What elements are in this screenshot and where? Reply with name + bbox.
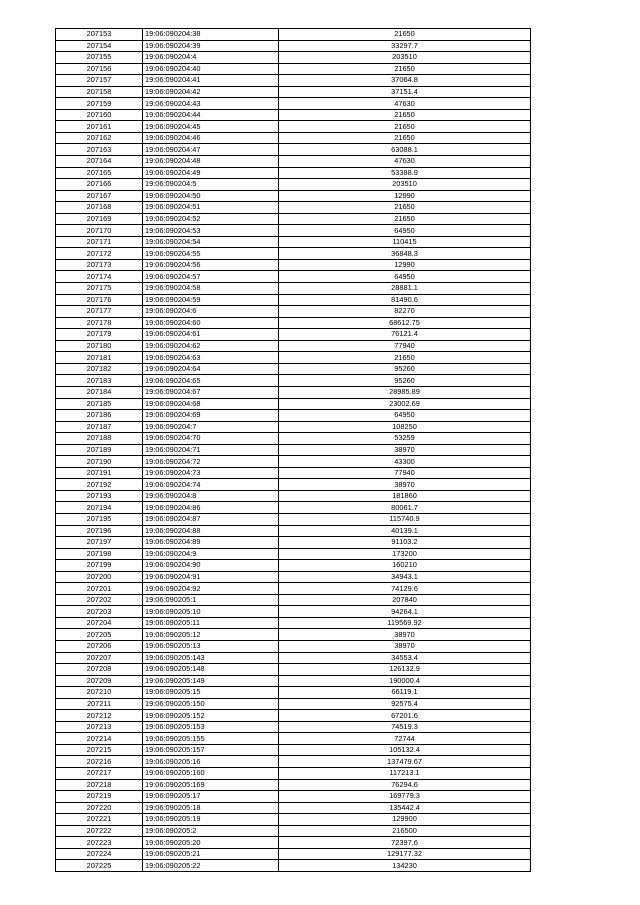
value-cell: 12990 [279, 259, 531, 271]
table-row [56, 75, 531, 87]
cadastral-number-cell: 19:06:090204:48 [143, 156, 279, 168]
cadastral-number-cell: 19:06:090205:11 [143, 617, 279, 629]
row-number-cell: 207214 [56, 733, 143, 745]
table-row [56, 860, 531, 872]
cadastral-number-cell: 19:06:090205:155 [143, 733, 279, 745]
cadastral-number-cell: 19:06:090205:153 [143, 721, 279, 733]
table-row [56, 225, 531, 237]
cadastral-number-cell: 19:06:090204:74 [143, 479, 279, 491]
cadastral-number-cell: 19:06:090204:69 [143, 410, 279, 422]
cadastral-number-cell: 19:06:090204:53 [143, 225, 279, 237]
row-number-cell: 207163 [56, 144, 143, 156]
value-cell: 38970 [279, 629, 531, 641]
row-number-cell: 207206 [56, 640, 143, 652]
cadastral-number-cell: 19:06:090205:143 [143, 652, 279, 664]
value-cell: 40139.1 [279, 525, 531, 537]
value-cell: 21650 [279, 109, 531, 121]
table-row [56, 109, 531, 121]
table-row [56, 768, 531, 780]
cadastral-number-cell: 19:06:090204:87 [143, 513, 279, 525]
value-cell: 82270 [279, 306, 531, 318]
table-row [56, 86, 531, 98]
cadastral-number-cell: 19:06:090204:42 [143, 86, 279, 98]
row-number-cell: 207157 [56, 75, 143, 87]
table-row [56, 375, 531, 387]
table-row [56, 202, 531, 214]
row-number-cell: 207162 [56, 132, 143, 144]
value-cell: 34943.1 [279, 571, 531, 583]
row-number-cell: 207217 [56, 768, 143, 780]
value-cell: 77940 [279, 467, 531, 479]
table-row [56, 479, 531, 491]
row-number-cell: 207176 [56, 294, 143, 306]
cadastral-number-cell: 19:06:090204:90 [143, 560, 279, 572]
row-number-cell: 207171 [56, 236, 143, 248]
table-row [56, 329, 531, 341]
cadastral-number-cell: 19:06:090204:72 [143, 456, 279, 468]
table-row [56, 144, 531, 156]
value-cell: 34553.4 [279, 652, 531, 664]
value-cell: 216500 [279, 825, 531, 837]
table-row [56, 456, 531, 468]
cadastral-number-cell: 19:06:090204:73 [143, 467, 279, 479]
cadastral-number-cell: 19:06:090204:63 [143, 352, 279, 364]
row-number-cell: 207166 [56, 179, 143, 191]
table-row [56, 317, 531, 329]
row-number-cell: 207177 [56, 306, 143, 318]
value-cell: 64950 [279, 410, 531, 422]
table-row [56, 410, 531, 422]
cadastral-number-cell: 19:06:090205:160 [143, 768, 279, 780]
cadastral-number-cell: 19:06:090205:150 [143, 698, 279, 710]
cadastral-number-cell: 19:06:090204:59 [143, 294, 279, 306]
row-number-cell: 207225 [56, 860, 143, 872]
value-cell: 21650 [279, 121, 531, 133]
row-number-cell: 207201 [56, 583, 143, 595]
table-row [56, 121, 531, 133]
value-cell: 43300 [279, 456, 531, 468]
row-number-cell: 207199 [56, 560, 143, 572]
cadastral-number-cell: 19:06:090204:43 [143, 98, 279, 110]
value-cell: 38970 [279, 444, 531, 456]
row-number-cell: 207183 [56, 375, 143, 387]
row-number-cell: 207169 [56, 213, 143, 225]
cadastral-number-cell: 19:06:090204:61 [143, 329, 279, 341]
table-row [56, 421, 531, 433]
row-number-cell: 207207 [56, 652, 143, 664]
value-cell: 160210 [279, 560, 531, 572]
row-number-cell: 207213 [56, 721, 143, 733]
value-cell: 203510 [279, 52, 531, 64]
value-cell: 47630 [279, 98, 531, 110]
row-number-cell: 207167 [56, 190, 143, 202]
row-number-cell: 207185 [56, 398, 143, 410]
row-number-cell: 207187 [56, 421, 143, 433]
value-cell: 72397.6 [279, 837, 531, 849]
row-number-cell: 207184 [56, 386, 143, 398]
cadastral-number-cell: 19:06:090204:89 [143, 537, 279, 549]
value-cell: 129177.32 [279, 848, 531, 860]
table-row [56, 756, 531, 768]
cadastral-number-cell: 19:06:090205:2 [143, 825, 279, 837]
row-number-cell: 207195 [56, 513, 143, 525]
table-row [56, 213, 531, 225]
value-cell: 21650 [279, 202, 531, 214]
cadastral-number-cell: 19:06:090204:67 [143, 386, 279, 398]
cadastral-number-cell: 19:06:090204:8 [143, 490, 279, 502]
value-cell: 92575.4 [279, 698, 531, 710]
value-cell: 66119.1 [279, 687, 531, 699]
value-cell: 108250 [279, 421, 531, 433]
value-cell: 74129.6 [279, 583, 531, 595]
cadastral-number-cell: 19:06:090205:20 [143, 837, 279, 849]
table-row [56, 791, 531, 803]
row-number-cell: 207186 [56, 410, 143, 422]
row-number-cell: 207221 [56, 814, 143, 826]
row-number-cell: 207204 [56, 617, 143, 629]
table-row [56, 398, 531, 410]
value-cell: 21650 [279, 63, 531, 75]
table-row [56, 583, 531, 595]
row-number-cell: 207164 [56, 156, 143, 168]
row-number-cell: 207196 [56, 525, 143, 537]
value-cell: 36848.3 [279, 248, 531, 260]
table-row [56, 617, 531, 629]
table-row [56, 132, 531, 144]
value-cell: 76294.6 [279, 779, 531, 791]
cadastral-number-cell: 19:06:090204:62 [143, 340, 279, 352]
row-number-cell: 207175 [56, 283, 143, 295]
row-number-cell: 207211 [56, 698, 143, 710]
cadastral-number-cell: 19:06:090205:18 [143, 802, 279, 814]
row-number-cell: 207172 [56, 248, 143, 260]
table-row [56, 721, 531, 733]
table-row [56, 675, 531, 687]
table-row [56, 156, 531, 168]
table-row [56, 664, 531, 676]
row-number-cell: 207208 [56, 664, 143, 676]
value-cell: 203510 [279, 179, 531, 191]
value-cell: 68612.75 [279, 317, 531, 329]
row-number-cell: 207155 [56, 52, 143, 64]
value-cell: 134230 [279, 860, 531, 872]
value-cell: 47630 [279, 156, 531, 168]
row-number-cell: 207180 [56, 340, 143, 352]
cadastral-number-cell: 19:06:090205:152 [143, 710, 279, 722]
cadastral-number-cell: 19:06:090205:13 [143, 640, 279, 652]
row-number-cell: 207179 [56, 329, 143, 341]
value-cell: 135442.4 [279, 802, 531, 814]
value-cell: 12990 [279, 190, 531, 202]
row-number-cell: 207212 [56, 710, 143, 722]
table-row [56, 433, 531, 445]
table-row [56, 467, 531, 479]
table-row [56, 271, 531, 283]
value-cell: 181860 [279, 490, 531, 502]
row-number-cell: 207224 [56, 848, 143, 860]
value-cell: 37151.4 [279, 86, 531, 98]
value-cell: 21650 [279, 213, 531, 225]
table-row [56, 340, 531, 352]
table-row [56, 236, 531, 248]
value-cell: 137479.67 [279, 756, 531, 768]
cadastral-number-cell: 19:06:090204:64 [143, 363, 279, 375]
value-cell: 21650 [279, 352, 531, 364]
cadastral-number-cell: 19:06:090204:40 [143, 63, 279, 75]
table-row [56, 640, 531, 652]
table-row [56, 698, 531, 710]
value-cell: 37064.8 [279, 75, 531, 87]
cadastral-number-cell: 19:06:090204:9 [143, 548, 279, 560]
cadastral-number-cell: 19:06:090205:19 [143, 814, 279, 826]
cadastral-number-cell: 19:06:090205:1 [143, 594, 279, 606]
row-number-cell: 207222 [56, 825, 143, 837]
table-row [56, 594, 531, 606]
row-number-cell: 207181 [56, 352, 143, 364]
row-number-cell: 207182 [56, 363, 143, 375]
value-cell: 81490.6 [279, 294, 531, 306]
value-cell: 64950 [279, 225, 531, 237]
value-cell: 53259 [279, 433, 531, 445]
value-cell: 21650 [279, 132, 531, 144]
cadastral-number-cell: 19:06:090204:5 [143, 179, 279, 191]
cadastral-number-cell: 19:06:090205:17 [143, 791, 279, 803]
cadastral-number-cell: 19:06:090204:6 [143, 306, 279, 318]
value-cell: 21650 [279, 29, 531, 41]
value-cell: 190000.4 [279, 675, 531, 687]
row-number-cell: 207200 [56, 571, 143, 583]
cadastral-number-cell: 19:06:090204:47 [143, 144, 279, 156]
cadastral-number-cell: 19:06:090204:39 [143, 40, 279, 52]
table-row [56, 652, 531, 664]
cadastral-number-cell: 19:06:090204:45 [143, 121, 279, 133]
table-row [56, 63, 531, 75]
value-cell: 53388.9 [279, 167, 531, 179]
cadastral-number-cell: 19:06:090205:16 [143, 756, 279, 768]
value-cell: 95260 [279, 363, 531, 375]
row-number-cell: 207202 [56, 594, 143, 606]
value-cell: 117213.1 [279, 768, 531, 780]
value-cell: 28881.1 [279, 283, 531, 295]
table-row [56, 167, 531, 179]
value-cell: 72744 [279, 733, 531, 745]
value-cell: 173200 [279, 548, 531, 560]
table-row [56, 837, 531, 849]
cadastral-number-cell: 19:06:090205:149 [143, 675, 279, 687]
row-number-cell: 207153 [56, 29, 143, 41]
table-row [56, 294, 531, 306]
value-cell: 80061.7 [279, 502, 531, 514]
row-number-cell: 207205 [56, 629, 143, 641]
row-number-cell: 207193 [56, 490, 143, 502]
row-number-cell: 207198 [56, 548, 143, 560]
table-row [56, 490, 531, 502]
cadastral-number-cell: 19:06:090204:57 [143, 271, 279, 283]
value-cell: 95260 [279, 375, 531, 387]
table-row [56, 814, 531, 826]
table-row [56, 537, 531, 549]
value-cell: 64950 [279, 271, 531, 283]
table-row [56, 306, 531, 318]
value-cell: 38970 [279, 479, 531, 491]
value-cell: 76121.4 [279, 329, 531, 341]
cadastral-number-cell: 19:06:090204:71 [143, 444, 279, 456]
cadastral-number-cell: 19:06:090204:38 [143, 29, 279, 41]
table-row [56, 259, 531, 271]
cadastral-number-cell: 19:06:090204:88 [143, 525, 279, 537]
value-cell: 23002.69 [279, 398, 531, 410]
cadastral-number-cell: 19:06:090204:56 [143, 259, 279, 271]
table-row [56, 502, 531, 514]
cadastral-number-cell: 19:06:090204:44 [143, 109, 279, 121]
value-cell: 63088.1 [279, 144, 531, 156]
value-cell: 74519.3 [279, 721, 531, 733]
table-row [56, 744, 531, 756]
table-row [56, 513, 531, 525]
table-row [56, 190, 531, 202]
row-number-cell: 207160 [56, 109, 143, 121]
table-row [56, 98, 531, 110]
row-number-cell: 207197 [56, 537, 143, 549]
cadastral-number-cell: 19:06:090205:15 [143, 687, 279, 699]
row-number-cell: 207168 [56, 202, 143, 214]
table-row [56, 283, 531, 295]
table-row [56, 29, 531, 41]
row-number-cell: 207170 [56, 225, 143, 237]
table-row [56, 733, 531, 745]
cadastral-number-cell: 19:06:090204:70 [143, 433, 279, 445]
value-cell: 207840 [279, 594, 531, 606]
cadastral-number-cell: 19:06:090205:169 [143, 779, 279, 791]
row-number-cell: 207192 [56, 479, 143, 491]
cadastral-number-cell: 19:06:090204:58 [143, 283, 279, 295]
value-cell: 38970 [279, 640, 531, 652]
value-cell: 126132.9 [279, 664, 531, 676]
row-number-cell: 207220 [56, 802, 143, 814]
cadastral-number-cell: 19:06:090205:157 [143, 744, 279, 756]
table-row [56, 525, 531, 537]
value-cell: 67201.6 [279, 710, 531, 722]
cadastral-number-cell: 19:06:090204:46 [143, 132, 279, 144]
table-row [56, 710, 531, 722]
cadastral-number-cell: 19:06:090204:91 [143, 571, 279, 583]
cadastral-number-cell: 19:06:090204:60 [143, 317, 279, 329]
value-cell: 33297.7 [279, 40, 531, 52]
value-cell: 77940 [279, 340, 531, 352]
table-row [56, 848, 531, 860]
row-number-cell: 207190 [56, 456, 143, 468]
row-number-cell: 207159 [56, 98, 143, 110]
cadastral-number-cell: 19:06:090204:55 [143, 248, 279, 260]
table-row [56, 629, 531, 641]
cadastral-number-cell: 19:06:090205:22 [143, 860, 279, 872]
table-row [56, 444, 531, 456]
cadastral-number-cell: 19:06:090204:92 [143, 583, 279, 595]
row-number-cell: 207158 [56, 86, 143, 98]
table-row [56, 548, 531, 560]
row-number-cell: 207173 [56, 259, 143, 271]
table-row [56, 779, 531, 791]
row-number-cell: 207218 [56, 779, 143, 791]
table-row [56, 363, 531, 375]
value-cell: 28985.89 [279, 386, 531, 398]
cadastral-number-cell: 19:06:090205:148 [143, 664, 279, 676]
value-cell: 91103.2 [279, 537, 531, 549]
row-number-cell: 207191 [56, 467, 143, 479]
table-row [56, 352, 531, 364]
table-row [56, 825, 531, 837]
cadastral-number-cell: 19:06:090204:86 [143, 502, 279, 514]
cadastral-number-cell: 19:06:090204:49 [143, 167, 279, 179]
row-number-cell: 207223 [56, 837, 143, 849]
row-number-cell: 207189 [56, 444, 143, 456]
row-number-cell: 207178 [56, 317, 143, 329]
cadastral-number-cell: 19:06:090204:51 [143, 202, 279, 214]
cadastral-number-cell: 19:06:090204:50 [143, 190, 279, 202]
row-number-cell: 207174 [56, 271, 143, 283]
cadastral-number-cell: 19:06:090204:54 [143, 236, 279, 248]
value-cell: 94264.1 [279, 606, 531, 618]
value-cell: 169779.3 [279, 791, 531, 803]
value-cell: 129900 [279, 814, 531, 826]
table-row [56, 386, 531, 398]
row-number-cell: 207210 [56, 687, 143, 699]
cadastral-number-cell: 19:06:090204:7 [143, 421, 279, 433]
row-number-cell: 207154 [56, 40, 143, 52]
cadastral-number-cell: 19:06:090204:52 [143, 213, 279, 225]
table-row [56, 40, 531, 52]
table-row [56, 52, 531, 64]
row-number-cell: 207203 [56, 606, 143, 618]
table-row [56, 560, 531, 572]
value-cell: 119569.92 [279, 617, 531, 629]
table-row [56, 179, 531, 191]
row-number-cell: 207215 [56, 744, 143, 756]
table-row [56, 802, 531, 814]
row-number-cell: 207165 [56, 167, 143, 179]
row-number-cell: 207194 [56, 502, 143, 514]
cadastral-number-cell: 19:06:090204:68 [143, 398, 279, 410]
value-cell: 115740.9 [279, 513, 531, 525]
cadastral-number-cell: 19:06:090205:21 [143, 848, 279, 860]
cadastral-number-cell: 19:06:090205:10 [143, 606, 279, 618]
row-number-cell: 207209 [56, 675, 143, 687]
table-body [56, 29, 531, 872]
table-row [56, 687, 531, 699]
cadastral-number-cell: 19:06:090204:41 [143, 75, 279, 87]
table-row [56, 248, 531, 260]
table-row [56, 606, 531, 618]
row-number-cell: 207156 [56, 63, 143, 75]
row-number-cell: 207216 [56, 756, 143, 768]
value-cell: 105132.4 [279, 744, 531, 756]
cadastral-number-cell: 19:06:090204:65 [143, 375, 279, 387]
table-row [56, 571, 531, 583]
cadastral-number-cell: 19:06:090204:4 [143, 52, 279, 64]
row-number-cell: 207161 [56, 121, 143, 133]
data-table [55, 28, 531, 872]
row-number-cell: 207188 [56, 433, 143, 445]
value-cell: 110415 [279, 236, 531, 248]
row-number-cell: 207219 [56, 791, 143, 803]
cadastral-number-cell: 19:06:090205:12 [143, 629, 279, 641]
